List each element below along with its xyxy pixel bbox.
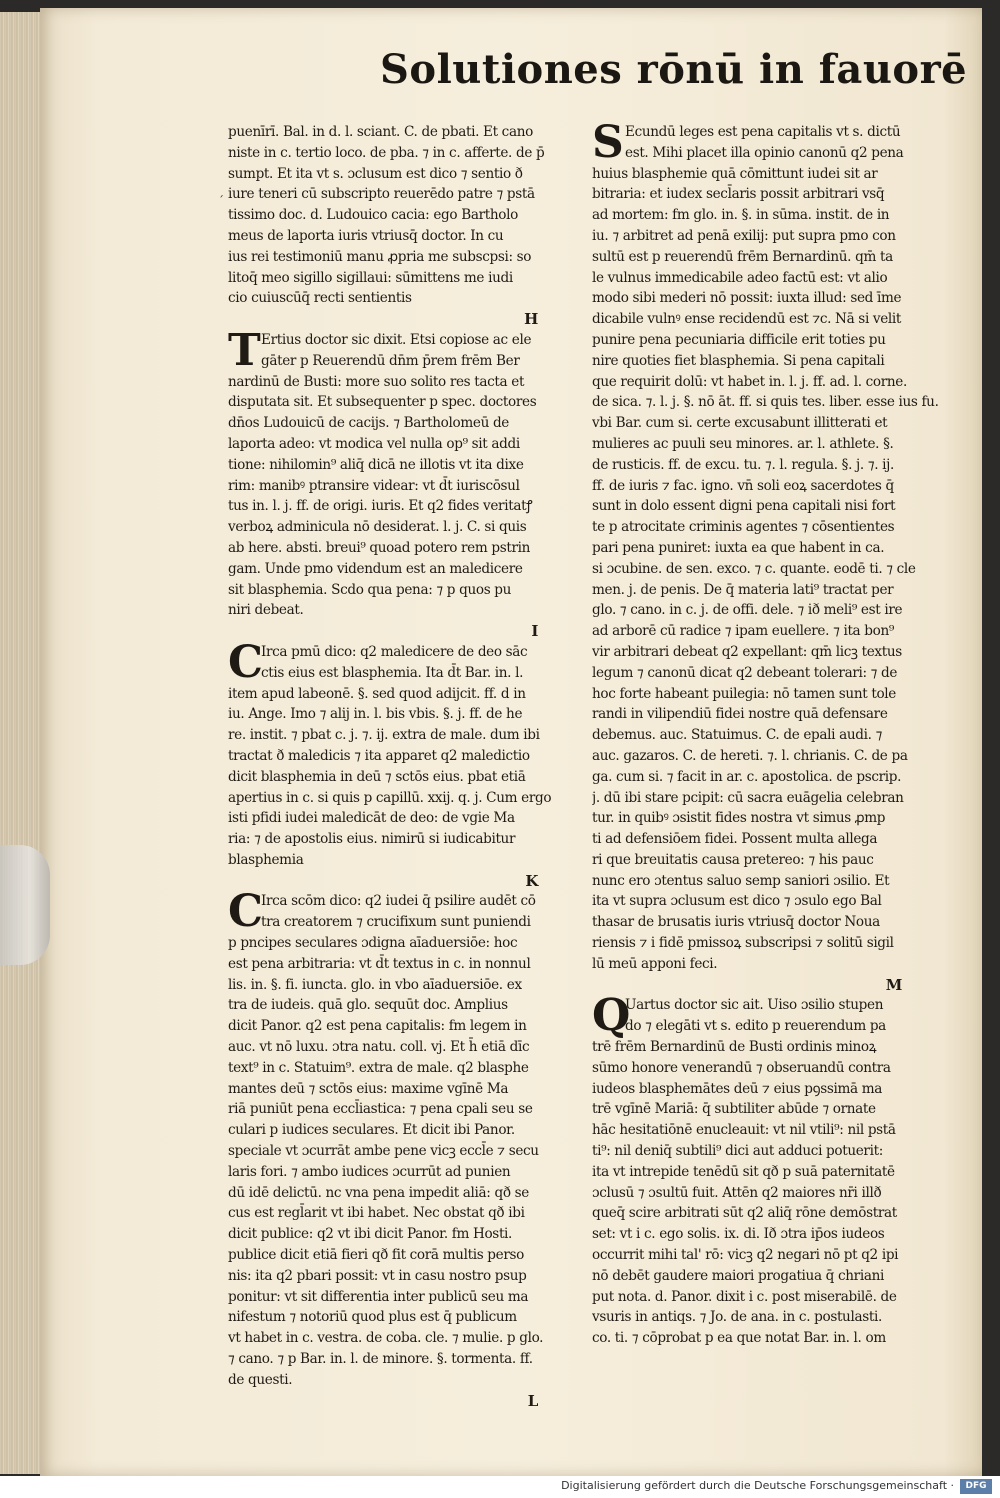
text-line: tractat ð maledicis ⁊ ita apparet q2 maledictio <box>228 747 530 764</box>
text-line: sunt in dolo essent digni pena capitali nisi fort <box>592 498 896 515</box>
text-line: nō debēt gaudere maiori progatiua q̄ chriani <box>592 1267 884 1284</box>
text-line: dicit Panor. q2 est pena capitalis: fm legem in <box>228 1018 527 1035</box>
text-line: de sica. ⁊. l. j. §. nō āt. ff. si quis tes. liber. esse ius fu. <box>592 394 939 411</box>
text-line: sultū est p reuerendū frēm Bernardinū. qm̄ ta <box>592 248 893 265</box>
right-paragraph-2 <box>592 990 942 1349</box>
text-line: huius blasphemie quā cōmittunt iudei sit ar <box>592 165 878 182</box>
text-line: iudeos blasphemātes deū ⁊ eius pꝯssimā ma <box>592 1080 883 1097</box>
text-line: nire quoties fiet blasphemia. Si pena capitali <box>592 352 885 369</box>
text-line: bitraria: et iudex secl̄aris possit arbitrari vsq̄ <box>592 186 885 203</box>
text-line: tus in. l. j. ff. de origi. iuris. Et q2 fides veritatꝭ <box>228 498 533 515</box>
text-line: meus de laporta iuris vtriusq̄ doctor. In cu <box>228 227 504 244</box>
text-line: laporta adeo: vt modica vel nulla op⁹ sit addi <box>228 435 520 452</box>
text-line: thasar de brusatis iuris vtriusq̄ doctor Noua <box>592 914 880 931</box>
text-line: speciale vt ɔcurrāt ambe pene vicꝫ eccl̄e ⁊ secu <box>228 1143 539 1160</box>
text-line: lis. in. §. fi. iuncta. glo. in vbo aīaduersiōe. ex <box>228 976 522 993</box>
text-line: set: vt i c. ego solis. ix. di. Ið ɔtra ip̄os iudeos <box>592 1226 885 1243</box>
text-line: vsuris in antiqs. ⁊ Jo. de ana. in c. postulasti. <box>592 1309 882 1326</box>
text-line: ad arborē cū radice ⁊ ipam euellere. ⁊ ita bon⁹ <box>592 623 894 640</box>
text-line: ad mortem: fm glo. in. §. in sūma. instit. de in <box>592 207 890 224</box>
text-line: ff. de iuris ⁊ fac. igno. vn̄ soli eoꝝ sacerdotes q̄ <box>592 477 894 494</box>
text-line: tione: nihilomin⁹ aliq̄ dicā ne illotis vt ita dixe <box>228 456 524 473</box>
section-mark-h: H <box>524 310 538 329</box>
text-line: riā puniūt pena eccl̄iastica: ⁊ pena cpali seu se <box>228 1101 533 1118</box>
text-line: nunc ero ɔtentus saluo semp saniori ɔsilio. Et <box>592 872 890 889</box>
text-line: ti⁹: nil deniq̄ subtili⁹ dici aut adduci potuerit: <box>592 1143 883 1160</box>
text-line: ab here. absti. breui⁹ quoad potero rem pstrin <box>228 539 531 556</box>
text-line: niste in c. tertio loco. de pba. ⁊ in c. afferte. de p̄ <box>228 144 545 161</box>
left-paragraph-4 <box>228 886 578 1390</box>
text-line: sumpt. Et ita vt s. ɔclusum est dico ⁊ sentio ð <box>228 165 523 182</box>
text-line: blasphemia <box>228 851 304 868</box>
text-line: laris fori. ⁊ ambo iudices ɔcurrūt ad punien <box>228 1163 511 1180</box>
text-line: ita vt supra ɔclusum est dico ⁊ ɔsulo ego Bal <box>592 893 882 910</box>
text-line: legum ⁊ canonū dicat q2 debeant tolerari: ⁊ de <box>592 664 898 681</box>
section-mark-k: K <box>525 871 538 890</box>
text-line: riensis ⁊ i fidē pmissoꝝ subscripsi ⁊ solitū sigil <box>592 935 894 952</box>
text-line: tra creatorem ⁊ crucifixum sunt puniendi <box>261 914 531 931</box>
left-paragraph-3 <box>228 636 578 871</box>
text-line: mulieres ac puuli seu minores. ar. l. athlete. §. <box>592 435 894 452</box>
text-line: text⁹ in c. Statuim⁹. extra de male. q2 blasphe <box>228 1059 529 1076</box>
text-line: lū meū apponi feci. <box>592 955 718 972</box>
text-line: ius rei testimoniū manu ꝓpria me subscpsi: so <box>228 248 532 265</box>
text-line: nifestum ⁊ notoriū quod plus est q̄ publicum <box>228 1309 517 1326</box>
text-line: ⁊ cano. ⁊ p Bar. in. l. de minore. §. tormenta. ff. <box>228 1351 533 1368</box>
text-line: iu. Ange. Imo ⁊ alij in. l. bis vbis. §. j. ff. de he <box>228 706 523 723</box>
text-line: re. instit. ⁊ pbat c. j. ⁊. ij. extra de male. dum ibi <box>228 727 540 744</box>
text-line: mantes deū ⁊ sctōs eius: maxime vgīnē Ma <box>228 1080 509 1097</box>
footer-bar <box>0 1476 1000 1498</box>
text-line: auc. gazaros. C. de hereti. ⁊. l. chrianis. C. de pa <box>592 747 908 764</box>
text-line: sit blasphemia. Scdo qua pena: ⁊ p quos pu <box>228 581 512 598</box>
text-line: disputata sit. Et subsequenter p spec. doctores <box>228 394 537 411</box>
text-line: vt habet in c. vestra. de coba. cle. ⁊ mulie. p glo. <box>228 1330 544 1347</box>
text-line: iure teneri cū subscripto reuerēdo patre ⁊ pstā <box>228 186 535 203</box>
book-page-edges <box>0 12 43 1474</box>
text-line: co. ti. ⁊ cōprobat p ea que notat Bar. in. l. om <box>592 1330 886 1347</box>
text-line: hāc hesitatiōnē enucleauit: vt nil vtili⁹: nil pstā <box>592 1122 896 1139</box>
text-line: item apud labeonē. §. sed quod adijcit. ff. d in <box>228 685 526 702</box>
text-line: ti ad defensiōem fidei. Possent multa allega <box>592 831 878 848</box>
text-line: que requirit dolū: vt habet in. l. j. ff. ad. l. corne. <box>592 373 907 390</box>
text-line: do ⁊ elegāti vt s. edito p reuerendum pa <box>625 1018 886 1035</box>
text-line: isti pfidi iudei maledicāt de deo: de vgie Ma <box>228 810 515 827</box>
section-mark-m: M <box>885 975 902 994</box>
text-line: te p atrocitate criminis agentes ⁊ cōsentientes <box>592 519 895 536</box>
text-line: auc. vt nō luxu. ɔtra natu. coll. vj. Et h̄ etiā dīc <box>228 1039 530 1056</box>
text-line: dn̄os Ludouicū de cacijs. ⁊ Bartholomeū de <box>228 415 509 432</box>
text-line: ctis eius est blasphemia. Ita d̄t Bar. in. l. <box>261 664 524 681</box>
text-line: glo. ⁊ cano. in c. j. de offi. dele. ⁊ ið meli⁹ est ire <box>592 602 903 619</box>
text-line: punire pena pecuniaria difficile erit toties pu <box>592 331 886 348</box>
text-line: j. dū ibi stare pcipit: cū sacra euāgelia celebran <box>592 789 904 806</box>
text-line: dicit blasphemia in deū ⁊ sctōs eius. pbat etiā <box>228 768 526 785</box>
text-line: ria: ⁊ de apostolis eius. nimirū si iudicabitur <box>228 831 516 848</box>
text-line: Ecundū leges est pena capitalis vt s. dictū <box>625 124 901 140</box>
text-line: ita vt intrepide tenēdū sit qð p suā paternitatē <box>592 1163 895 1180</box>
text-line: tur. in quibꝰ ɔsistit fides nostra vt simus ꝓmp <box>592 810 886 827</box>
page-clip <box>0 845 50 965</box>
text-line: debemus. auc. Statuimus. C. de epali audi. ⁊ <box>592 727 882 744</box>
text-line: gam. Unde pmo videndum est an maledicere <box>228 560 523 577</box>
text-line: vbi Bar. cum si. certe excusabunt illitterati et <box>592 415 888 432</box>
text-line: ponitur: vt sit differentia inter publicū seu ma <box>228 1288 529 1305</box>
text-line: occurrit mihi tal' rō: vicꝫ q2 negari nō pt q2 ipi <box>592 1247 899 1264</box>
text-line: cus est regl̄arit vt ibi habet. Nec obstat qð ibi <box>228 1205 525 1222</box>
text-line: le vulnus immedicabile adeo factū est: vt alio <box>592 269 888 286</box>
text-line: dū idē delictū. nc vna pena impedit aliā: qð se <box>228 1184 529 1201</box>
text-line: Irca pmū dico: q2 maledicere de deo sāc <box>261 643 528 660</box>
dfg-logo: DFG <box>960 1479 992 1494</box>
text-line: ɔclusū ⁊ ɔsultū fuit. Attēn q2 maiores nr̄i illð <box>592 1184 882 1201</box>
text-line: Ertius doctor sic dixit. Etsi copiose ac ele <box>261 331 532 348</box>
drop-initial-q: Q <box>592 990 630 1042</box>
text-line: si ɔcubine. de sen. exco. ⁊ c. quante. eodē ti. ⁊ cle <box>592 560 916 577</box>
text-line: modo sibi mederi nō possit: iuxta illud: sed īme <box>592 290 902 307</box>
right-paragraph-1 <box>592 117 942 975</box>
text-line: put nota. d. Panor. dixit i c. post miserabilē. de <box>592 1288 897 1305</box>
page-title: Solutiones rōnū in fauorē <box>380 46 968 93</box>
text-line: randi in vilipendiū fidei nostre quā defensare <box>592 706 888 723</box>
drop-initial-c2: C <box>228 886 263 938</box>
text-line: Irca scōm dico: q2 iudei q̄ psilire audēt cō <box>261 893 536 910</box>
text-line: de rusticis. ff. de excu. tu. ⁊. l. regula. §. j. ⁊. ij. <box>592 456 895 473</box>
text-line: dicabile vulnꝰ ense recidendū est ⁊c. Nā si velit <box>592 311 902 328</box>
text-line: apertius in c. si quis p capillū. xxij. q. j. Cum ergo <box>228 789 552 806</box>
text-line: queq̄ scire arbitrati sūt q2 aliq̄ rōne demōstrat <box>592 1205 897 1222</box>
text-line: sūmo honore venerandū ⁊ obseruandū contra <box>592 1059 891 1076</box>
text-line: niri debeat. <box>228 602 304 619</box>
left-paragraph-2 <box>228 324 578 621</box>
text-line: publice dicit etiā fieri qð fit corā multis perso <box>228 1247 524 1264</box>
text-line: trē vgīnē Mariā: q̄ subtiliter abūde ⁊ ornate <box>592 1101 876 1118</box>
right-text-column <box>592 117 942 1349</box>
text-line: Uartus doctor sic ait. Uiso ɔsilio stupen <box>625 997 884 1014</box>
text-line: nardinū de Busti: more suo solito res tacta et <box>228 373 525 390</box>
text-line: dicit publice: q2 vt ibi dicit Panor. fm Hosti. <box>228 1226 513 1243</box>
section-mark-i: I <box>531 622 538 641</box>
text-line: hoc forte habeant puilegia: nō tamen sunt tole <box>592 685 896 702</box>
text-line: rim: manibꝰ ptransire videar: vt d̄t iuriscōsul <box>228 477 520 494</box>
text-line: ri que breuitatis causa pretereo: ⁊ his pauc <box>592 851 874 868</box>
text-line: trē frēm Bernardinū de Busti ordinis minoꝝ <box>592 1039 877 1056</box>
text-line: puenīrī. Bal. in d. l. sciant. C. de pbati. Et cano <box>228 124 533 140</box>
left-paragraph-1 <box>228 122 578 309</box>
text-line: de questi. <box>228 1371 293 1388</box>
text-line: vir arbitrari debeat q2 expellant: qm̄ licꝫ textus <box>592 643 902 660</box>
text-line: verboꝝ adminicula nō desiderat. l. j. C. si quis <box>228 519 527 536</box>
text-line: est. Mihi placet illa opinio canonū q2 pena <box>625 144 904 161</box>
text-line: men. j. de penis. De q̄ materia lati⁹ tractat per <box>592 581 894 598</box>
text-line: tissimo doc. d. Ludouico cacia: ego Bartholo <box>228 207 518 224</box>
text-line: pari pena puniret: iuxta ea que habent in ca. <box>592 539 885 556</box>
drop-initial-s: S <box>592 117 624 168</box>
drop-initial-c1: C <box>228 636 263 688</box>
text-line: litoq̄ meo sigillo sigillaui: sūmittens me iudi <box>228 269 513 286</box>
funding-credit: Digitalisierung gefördert durch die Deutsche Forschungsgemeinschaft · <box>561 1479 954 1492</box>
text-line: ga. cum si. ⁊ facit in ar. c. apostolica. de pscrip. <box>592 768 902 785</box>
text-line: nis: ita q2 pbari possit: vt in casu nostro psup <box>228 1267 527 1284</box>
text-line: iu. ⁊ arbitret ad penā exilij: put supra pmo con <box>592 227 896 244</box>
text-line: cio cuiuscūq̄ recti sentientis <box>228 290 412 307</box>
left-text-column <box>228 122 578 1411</box>
section-mark-l: L <box>527 1391 538 1410</box>
text-line: tra de iudeis. quā glo. sequūt doc. Amplius <box>228 997 508 1014</box>
drop-initial-t: T <box>228 324 261 376</box>
margin-mark: ˊ <box>218 194 224 208</box>
text-line: gāter p Reuerendū dn̄m p̄rem frēm Ber <box>261 352 520 369</box>
text-line: est pena arbitraria: vt d̄t textus in c. in nonnul <box>228 955 531 972</box>
text-line: p pncipes seculares ɔdigna aīaduersiōe: hoc <box>228 935 518 952</box>
text-line: culari p iudices seculares. Et dicit ibi Panor. <box>228 1122 515 1139</box>
